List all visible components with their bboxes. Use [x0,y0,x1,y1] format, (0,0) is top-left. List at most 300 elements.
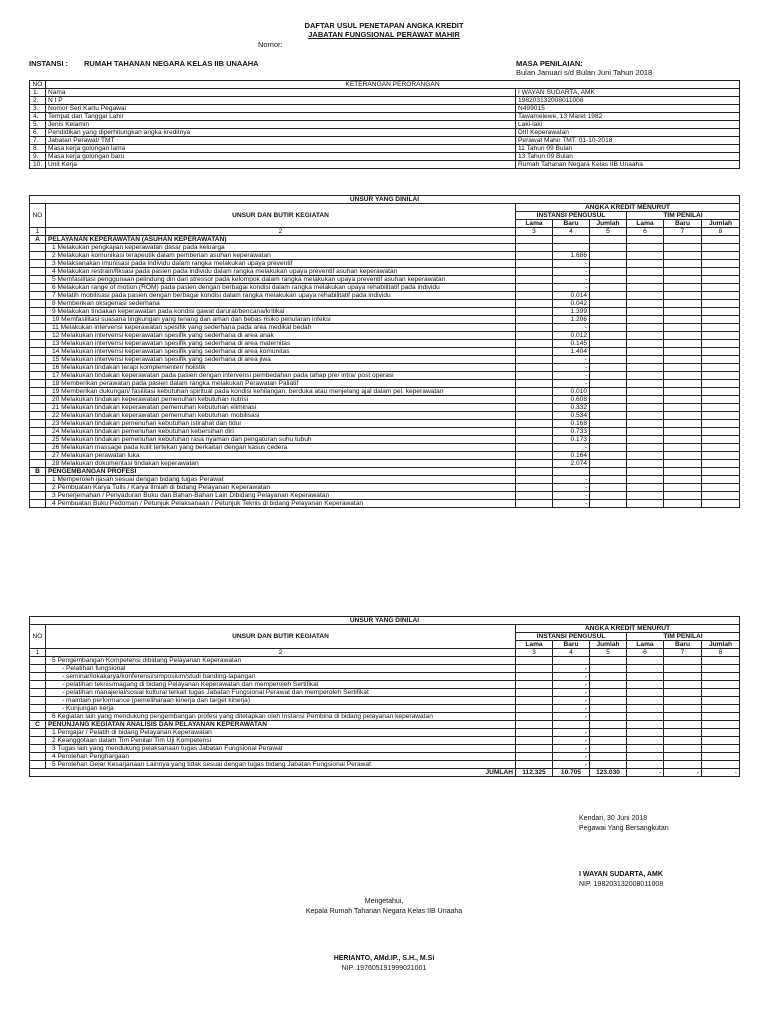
lama-value [516,428,553,436]
tim-jumlah-value [702,444,740,452]
row-no [30,484,46,492]
baru-value: - [553,713,590,721]
tim-jumlah-value [702,396,740,404]
personal-header-row [30,81,740,89]
row-no [30,324,46,332]
personal-row-no: 9. [30,153,46,161]
tim-jumlah-value [702,476,740,484]
tim-baru-value [664,332,702,340]
personal-row-no: 3. [30,105,46,113]
col-number: 3 [516,649,553,657]
jumlah-value [590,492,627,500]
baru-value: - [553,324,590,332]
tim-lama-value [627,753,664,761]
unsur-title: UNSUR YANG DINILAI [30,196,740,204]
tim-jumlah-value [702,356,740,364]
baru-value: 0.733 [553,428,590,436]
personal-row [30,145,740,153]
baru-value: - [553,500,590,508]
tim-baru-value [664,276,702,284]
activity-description: 19 Memberikan dukungan/ fasilitasi kebutuhan spiritual pada kondisi kehilangan, berduka atau menjelang ajal dalam pel. keperawatan [46,388,516,396]
row-no [30,460,46,468]
jumlah-value [590,324,627,332]
table-row [30,420,740,428]
col-number: 4 [553,228,590,236]
jumlah-value [590,689,627,697]
tim-jumlah-value [702,753,740,761]
unsur-title-row [30,617,740,625]
row-no [30,396,46,404]
tim-jumlah-value [702,673,740,681]
jumlah-value [590,436,627,444]
baru-value: 0.534 [553,412,590,420]
jumlah-value [590,396,627,404]
tim-jumlah-value [702,252,740,260]
lama-value [516,404,553,412]
jumlah-value [590,500,627,508]
tim-jumlah-value [702,308,740,316]
lama-value [516,348,553,356]
activity-description: 21 Melakukan tindakan keperawatan pemenuhan kebutuhan eliminasi [46,404,516,412]
butir-header: UNSUR DAN BUTIR KEGIATAN [46,625,516,649]
personal-row-label: Unit Kerja [46,161,516,169]
personal-row-value: I WAYAN SUDARTA, AMK [516,89,740,97]
table-row [30,436,740,444]
tim-jumlah-value [702,388,740,396]
jumlah-value [590,420,627,428]
jumlah-value [590,428,627,436]
table-row [30,460,740,468]
jumlah-value [590,332,627,340]
baru-value: 0.164 [553,452,590,460]
activity-description: 7 Melatih mobilisasi pada pasien dengan berbagai kondisi dalam rangka melakukan upaya rehabilitatif pada individu [46,292,516,300]
activity-description: 25 Melakukan tindakan pemenuhan kebutuhan rasa nyaman dan pengaturan suhu tubuh [46,436,516,444]
baru-value: 0.014 [553,292,590,300]
unsur-title-row [30,196,740,204]
table-row [30,681,740,689]
tim-lama-value [627,276,664,284]
instansi-label: INSTANSI : [29,59,69,68]
baru-header: Baru [553,220,590,228]
row-no [30,500,46,508]
col-number: 7 [664,228,702,236]
personal-row [30,113,740,121]
tim-lama-value [627,713,664,721]
baru-value: 1.399 [553,308,590,316]
baru-value: 1.686 [553,252,590,260]
tim-lama-value [627,412,664,420]
tim-baru-value [664,436,702,444]
lama-value [516,420,553,428]
tim-lama-value [627,737,664,745]
table-row [30,745,740,753]
col-number: 2 [46,228,516,236]
tim-lama-value [627,364,664,372]
jumlah-value [590,713,627,721]
total-label: JUMLAH [30,769,516,777]
lama-value [516,697,553,705]
tim-lama-value [627,308,664,316]
baru-header: Baru [553,641,590,649]
table-row [30,665,740,673]
personal-row-label: Masa kerja golongan lama [46,145,516,153]
table-row [30,372,740,380]
row-no [30,252,46,260]
lama-value [516,500,553,508]
baru-value: - [553,665,590,673]
row-no [30,737,46,745]
tim-jumlah-value [702,500,740,508]
approval-role: Kepala Rumah Tahanan Negara Kelas IIB Unaaha [305,908,463,915]
activity-description: 10 Memfasilitasi suasana lingkungan yang tenang dan aman dan bebas risiko penularan infeksi [46,316,516,324]
section-b-row [30,468,740,476]
tim-baru-value [664,356,702,364]
activity-description: 5 Pengembangan Kompetensi dibidang Pelayanan Keperawatan [46,657,516,665]
activity-description: - maintain performance (pemeliharaan kinerja dan target kinerja) [46,697,516,705]
row-no [30,428,46,436]
tim-lama-value [627,340,664,348]
personal-row-value: Perawat Mahir TMT. 01-10-2018 [516,137,740,145]
lama-value [516,444,553,452]
header-row-1 [30,625,740,633]
tim-baru-value [664,396,702,404]
activity-description: 9 Melakukan tindakan keperawatan pada kondisi gawat darurat/bencana/kritikal [46,308,516,316]
section-c-no: C [30,721,46,729]
tim-jumlah-value [702,657,740,665]
baru-value: - [553,761,590,769]
tim-baru-value [664,284,702,292]
tim-lama-value [627,673,664,681]
row-no [30,340,46,348]
tim-lama-value [627,268,664,276]
personal-row [30,137,740,145]
lama-value [516,484,553,492]
total-tim-lama: - [627,769,664,777]
tim-baru-value [664,697,702,705]
lama-value [516,681,553,689]
table-row [30,348,740,356]
baru-value: - [553,444,590,452]
personal-row-label: N I P [46,97,516,105]
activity-description: 13 Melakukan intervensi keperawatan spesifik yang sederhana di area maternitas [46,340,516,348]
baru-value: - [553,745,590,753]
lama-value [516,260,553,268]
column-number-row [30,649,740,657]
instansi-pengusul-header: INSTANSI PENGUSUL [516,212,627,220]
tim-baru-value [664,404,702,412]
table-row [30,657,740,665]
tim-lama-value [627,657,664,665]
tim-baru-value [664,380,702,388]
tim-baru-value [664,476,702,484]
lama-value [516,284,553,292]
tim-jumlah-value [702,372,740,380]
tim-jumlah-value [702,420,740,428]
jumlah-value [590,729,627,737]
lama-value [516,308,553,316]
row-no [30,420,46,428]
tim-lama-value [627,332,664,340]
baru-value: - [553,753,590,761]
tim-jumlah-value [702,324,740,332]
lama-value [516,476,553,484]
tim-jumlah-value [702,665,740,673]
table-row [30,316,740,324]
section-b-items [30,476,740,508]
personal-row [30,121,740,129]
tim-lama-value [627,428,664,436]
lama-value [516,412,553,420]
tim-baru-value [664,500,702,508]
tim-lama-value [627,452,664,460]
baru-value: - [553,260,590,268]
jumlah-value [590,452,627,460]
row-no [30,665,46,673]
baru-value: - [553,737,590,745]
tim-lama-value [627,404,664,412]
activity-description: 3 Melaksanakan imunisasi pada individu dalam rangka melakukan upaya preventif [46,260,516,268]
baru-value: - [553,356,590,364]
lama-value [516,276,553,284]
credit-table-1 [29,195,740,508]
tim-jumlah-value [702,364,740,372]
jumlah-value [590,476,627,484]
tim-lama-value [627,681,664,689]
table-row [30,689,740,697]
jumlah-value [590,380,627,388]
section-b-continued-items [30,657,740,721]
tim-jumlah-value [702,745,740,753]
baru-value [553,657,590,665]
table-row [30,284,740,292]
table-row [30,340,740,348]
col-number: 6 [627,228,664,236]
jumlah-value [590,316,627,324]
tim-lama-value [627,665,664,673]
tim-lama-value [627,284,664,292]
tim-baru-value [664,657,702,665]
jumlah-value [590,276,627,284]
row-no [30,452,46,460]
lama-value [516,673,553,681]
tim-penilai-header: TIM PENILAI [627,212,740,220]
instansi-pengusul-header: INSTANSI PENGUSUL [516,633,627,641]
activity-description: 28 Melakukan dokumentasi tindakan keperawatan [46,460,516,468]
personal-row-value: 11 Tahun 09 Bulan [516,145,740,153]
tim-lama-value [627,476,664,484]
row-no [30,260,46,268]
row-no [30,308,46,316]
section-c-title: PENUNJANG KEGIATAN ANALISIS DAN PELAYANAN KEPERAWATAN [46,721,516,729]
tim-jumlah-value [702,244,740,252]
tim-jumlah-value [702,332,740,340]
tim-lama-value [627,316,664,324]
jumlah-value [590,705,627,713]
personal-row-no: 6. [30,129,46,137]
baru-value: - [553,689,590,697]
jumlah-value [590,244,627,252]
nomor-label: Nomor: [258,40,283,49]
no-header: NO [30,625,46,649]
tim-jumlah-value [702,460,740,468]
total-tim-jumlah: - [702,769,740,777]
tim-baru-value [664,460,702,468]
row-no [30,745,46,753]
tim-baru-value [664,713,702,721]
baru-value: - [553,492,590,500]
row-no [30,364,46,372]
table-row [30,380,740,388]
baru-value: 0.168 [553,420,590,428]
baru-value: 0.010 [553,388,590,396]
jumlah-value [590,292,627,300]
lama-value [516,460,553,468]
col-number: 3 [516,228,553,236]
personal-row-value: Rumah Tahanan Negara Kelas IIB Unaaha [516,161,740,169]
lama-header: Lama [516,641,553,649]
baru-value: 0.145 [553,340,590,348]
jumlah-value [590,404,627,412]
row-no [30,348,46,356]
jumlah-value [590,484,627,492]
tim-lama-value [627,729,664,737]
tim-lama-value [627,420,664,428]
baru-value: - [553,705,590,713]
tim-jumlah-value [702,284,740,292]
col-number: 7 [664,649,702,657]
table-row [30,713,740,721]
activity-description: 2 Melakukan komunikasi terapeutik dalam pemberian asuhan keperawatan [46,252,516,260]
activity-description: 12 Melakukan intervensi keperawatan spesifik yang sederhana di area anak [46,332,516,340]
tim-baru-value [664,348,702,356]
table-row [30,252,740,260]
tim-lama-value [627,492,664,500]
personal-info-table [29,80,740,169]
personal-row-value: 13 Tahun 09 Bulan [516,153,740,161]
table-row [30,332,740,340]
row-no [30,492,46,500]
row-no [30,292,46,300]
tim-lama-value [627,372,664,380]
activity-description: 5 Memfasilitasi penggunaan pelindung diri dari stressor pada kelompok dalam rangka melakukan upaya preventif asuhan keperawatan [46,276,516,284]
tim-baru-value [664,492,702,500]
table-row [30,476,740,484]
tim-jumlah-value [702,713,740,721]
tim-jumlah-value [702,276,740,284]
tim-baru-value [664,388,702,396]
baru-value: 1.206 [553,316,590,324]
tim-baru-value [664,452,702,460]
tim-lama-value [627,500,664,508]
row-no [30,761,46,769]
personal-row [30,89,740,97]
activity-description: 11 Melakukan intervensi keperawatan spesifik yang sederhana pada area medikal bedah [46,324,516,332]
tim-lama-value [627,260,664,268]
jumlah-value [590,753,627,761]
row-no [30,284,46,292]
personal-row [30,161,740,169]
tim-baru-value [664,428,702,436]
row-no [30,476,46,484]
personal-no-header: NO [30,81,46,89]
butir-header: UNSUR DAN BUTIR KEGIATAN [46,204,516,228]
angka-kredit-header: ANGKA KREDIT MENURUT [516,625,740,633]
tim-jumlah-value [702,681,740,689]
col-number: 1 [30,228,46,236]
tim-baru-value [664,252,702,260]
personal-row-no: 7. [30,137,46,145]
lama-value [516,372,553,380]
jumlah-value [590,364,627,372]
row-no [30,657,46,665]
table-row [30,673,740,681]
personal-rows [30,89,740,169]
row-no [30,412,46,420]
tim-lama-value [627,356,664,364]
signature-place-date: Kendari, 30 Juni 2018 [579,815,648,822]
baru-value: - [553,276,590,284]
tim-baru-value [664,300,702,308]
credit-table-2 [29,616,740,777]
row-no [30,316,46,324]
activity-description: - pelatihan manajerial/sosial kultural terkait tugas Jabatan Fungsional Perawat dan memperoleh Sertifikat [46,689,516,697]
lama-value [516,364,553,372]
tim-lama-value [627,300,664,308]
tim-jumlah-value [702,452,740,460]
activity-description: 5 Perolehan Gelar Kesarjanaan Lainnya yang tidak sesuai dengan tugas bidang Jabatan Fungsional Perawat [46,761,516,769]
tim-jumlah-value [702,260,740,268]
row-no [30,404,46,412]
activity-description: 4 Perolehan Penghargaan [46,753,516,761]
activity-description: 23 Melakukan tindakan pemenuhan kebutuhan istirahat dan tidur [46,420,516,428]
section-a-no: A [30,236,46,244]
lama-value [516,396,553,404]
baru-value: - [553,697,590,705]
baru-value: - [553,372,590,380]
col-number: 4 [553,649,590,657]
header-row-1 [30,204,740,212]
jumlah-value [590,348,627,356]
table-row [30,324,740,332]
table-row [30,484,740,492]
jumlah-value [590,268,627,276]
tim-baru-value [664,260,702,268]
activity-description: - pelatihan teknis/magang di bidang Pelayanan Keperawatan dan memperoleh Sertifikat [46,681,516,689]
section-b-no: B [30,468,46,476]
tim-penilai-header: TIM PENILAI [627,633,740,641]
tim-lama-value [627,388,664,396]
row-no [30,436,46,444]
signature-nip: NIP. 198203132008011008 [579,881,664,888]
lama-value [516,705,553,713]
col-number: 8 [702,228,740,236]
activity-description: 4 Melakukan restrain/fiksasi pada pasien pada individu dalam rangka melakukan upaya preventif asuhan keperawatan [46,268,516,276]
table-row [30,697,740,705]
table-row [30,260,740,268]
masa-penilaian-value: Bulan Januari s/d Bulan Juni Tahun 2018 [516,68,653,77]
jumlah-value [590,444,627,452]
tim-jumlah-value [702,436,740,444]
activity-description: 2 Keanggotaan dalam Tim Penilai/ Tim Uji Kompetensi [46,737,516,745]
tim-baru-value [664,324,702,332]
tim-jumlah-value [702,697,740,705]
tim-lama-value [627,292,664,300]
tim-baru-value [664,689,702,697]
lama-value [516,713,553,721]
jumlah-value [590,737,627,745]
tim-baru-value [664,729,702,737]
baru-value [553,244,590,252]
